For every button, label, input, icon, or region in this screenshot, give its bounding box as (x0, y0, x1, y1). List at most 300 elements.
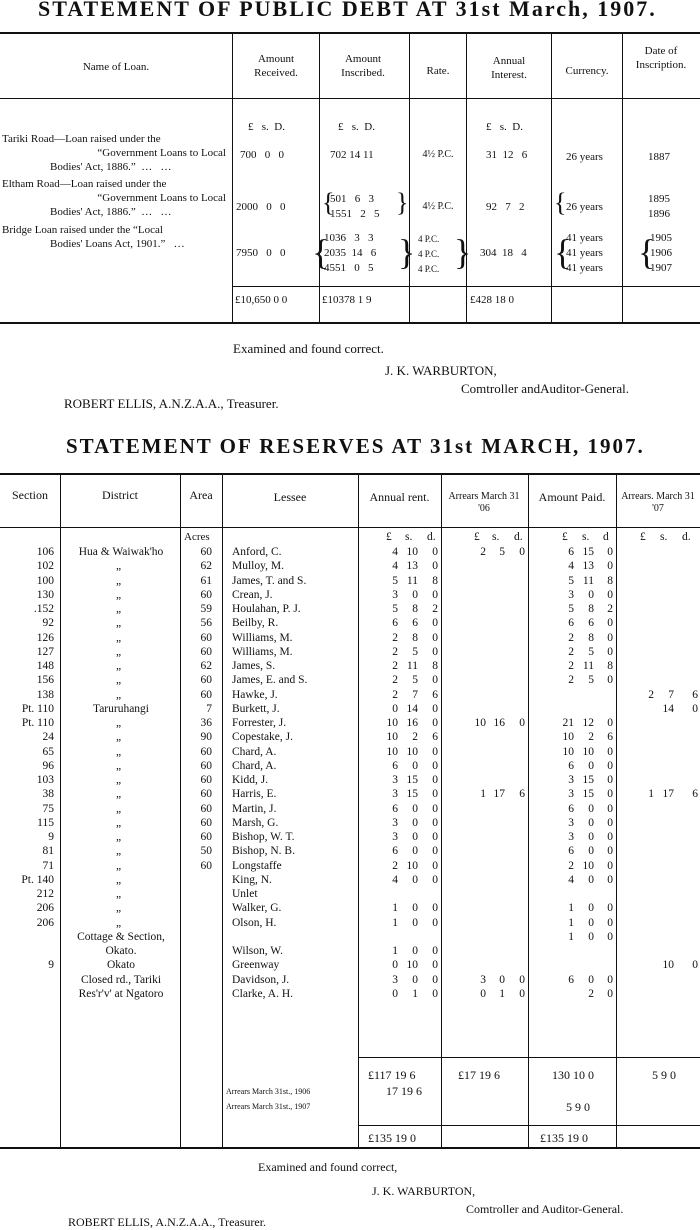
reserves-header-area: Area (189, 488, 213, 502)
loan-date: 1895 1896 (648, 193, 670, 220)
lessee-cell: James, S. (232, 660, 276, 672)
rent-cell: 0 (412, 802, 418, 815)
rent-cell: 10 (406, 745, 418, 758)
loan-rate: 4½ P.C. (422, 201, 454, 212)
arrears07-label: Arrears March 31st., 1907 (226, 1102, 311, 1111)
rent-cell: 0 (432, 546, 438, 558)
paid-cell: 0 (607, 873, 613, 886)
lessee-cell: Bishop, N. B. (232, 845, 295, 858)
rent-cell: 8 (432, 574, 438, 587)
loan-rate: 4½ P.C. (422, 149, 454, 160)
rent-cell: 0 (412, 945, 418, 957)
loan-inscribed: 501 6 3 1551 2 5 (330, 193, 380, 220)
paid-cell: 2 (607, 603, 613, 615)
paid-cell: 8 (607, 574, 613, 587)
district-cell: „ (116, 873, 122, 886)
lessee-cell: James, T. and S. (232, 574, 307, 587)
lessee-cell: Greenway (232, 959, 280, 972)
rent-cell: 2 (392, 674, 398, 687)
paid-cell: 11 (582, 660, 594, 672)
brace-left: { (322, 188, 335, 217)
paid-cell: 2 (568, 631, 574, 644)
lessee-cell: King, N. (232, 873, 272, 886)
table-row (0, 830, 700, 844)
section-cell: 71 (42, 859, 54, 872)
district-cell: „ (116, 802, 122, 815)
district-cell: „ (116, 774, 122, 786)
paid-cell: 6 (607, 731, 613, 744)
arrears07-value: 5 9 0 (566, 1100, 590, 1114)
area-cell: 59 (200, 603, 212, 615)
table-row (0, 673, 700, 687)
district-cell: „ (116, 660, 122, 672)
district-cell: Hua & Waiwak'ho (78, 546, 164, 558)
district-cell: Cottage & Section, (77, 930, 165, 943)
rent-cell: 13 (406, 560, 418, 573)
arrears06-value: 17 19 6 (386, 1084, 422, 1098)
rent-cell: 3 (392, 774, 398, 786)
paid-cell: 0 (607, 802, 613, 815)
paid-cell: 0 (607, 816, 613, 829)
area-cell: 60 (200, 859, 212, 872)
district-cell: Okato. (105, 945, 137, 957)
brace-left: { (554, 188, 567, 217)
paid-cell: 8 (588, 603, 594, 615)
district-cell: „ (116, 788, 122, 801)
area-cell: 50 (200, 845, 212, 858)
lessee-cell: Beilby, R. (232, 617, 279, 630)
area-cell: 60 (200, 774, 212, 786)
paid-cell: 1 (568, 930, 574, 943)
district-cell: „ (116, 759, 122, 772)
paid-cell: 0 (607, 645, 613, 658)
reserves-total-arr06: £17 19 6 (458, 1068, 500, 1082)
rent-cell: 14 (406, 702, 418, 715)
rent-cell: 6 (392, 759, 398, 772)
area-cell: 60 (200, 645, 212, 658)
section-cell: 126 (36, 631, 54, 644)
paid-cell: 0 (607, 916, 613, 929)
reserves-title: STATEMENT OF RESERVES AT 31st MARCH, 1907. (66, 434, 645, 458)
debt-units-received: £ s. D. (248, 121, 285, 133)
table-row (0, 759, 700, 773)
paid-cell: 0 (607, 973, 613, 986)
paid-cell: 0 (607, 902, 613, 915)
lessee-cell: Williams, M. (232, 645, 293, 658)
unit-arr07-pound: £ (640, 531, 646, 543)
section-cell: 9 (48, 959, 54, 972)
table-row (0, 958, 700, 972)
unit-rent-d: d. (427, 531, 436, 543)
arr06-cell: 6 (519, 788, 525, 801)
rent-cell: 3 (392, 831, 398, 843)
rent-cell: 0 (432, 759, 438, 772)
table-row (0, 916, 700, 930)
section-cell: Pt. 140 (21, 873, 54, 886)
rent-cell: 0 (392, 702, 398, 715)
rent-cell: 10 (386, 717, 398, 729)
paid-cell: 6 (568, 845, 574, 858)
section-cell: 148 (36, 660, 54, 672)
reserves-top-rule (0, 473, 700, 475)
reserves-header-lessee: Lessee (273, 490, 307, 504)
paid-cell: 0 (588, 816, 594, 829)
rent-cell: 0 (432, 631, 438, 644)
area-cell: 60 (200, 759, 212, 772)
area-cell: 60 (200, 802, 212, 815)
paid-cell: 0 (607, 788, 613, 801)
paid-cell: 0 (588, 588, 594, 601)
lessee-cell: Olson, H. (232, 916, 277, 929)
paid-cell: 0 (607, 631, 613, 644)
rent-cell: 0 (412, 759, 418, 772)
rent-cell: 0 (432, 617, 438, 630)
area-cell: 60 (200, 788, 212, 801)
section-cell: Pt. 110 (21, 717, 54, 729)
rent-cell: 0 (432, 745, 438, 758)
table-row (0, 588, 700, 602)
arr06-cell: 0 (519, 987, 525, 1000)
arr07-cell: 6 (692, 688, 698, 701)
district-cell: „ (116, 717, 122, 729)
section-cell: 9 (48, 831, 54, 843)
rent-cell: 10 (406, 859, 418, 872)
paid-cell: 2 (568, 859, 574, 872)
paid-cell: 3 (568, 788, 574, 801)
arr06-cell: 16 (493, 717, 505, 729)
rent-cell: 6 (392, 617, 398, 630)
unit-arr06-s: s. (492, 531, 500, 543)
arr06-cell: 1 (480, 788, 486, 801)
unit-arr07-d: d. (682, 531, 691, 543)
loan-date: 1905 1906 1907 (650, 232, 672, 274)
table-row (0, 773, 700, 787)
paid-cell: 15 (582, 774, 594, 786)
section-cell: 127 (36, 645, 54, 658)
paid-cell: 6 (568, 759, 574, 772)
lessee-cell: Chard, A. (232, 759, 277, 772)
lessee-cell: Mulloy, M. (232, 560, 284, 573)
rent-cell: 3 (392, 973, 398, 986)
debt-examined: Examined and found correct. (233, 341, 384, 356)
reserves-header-rent: Annual rent. (369, 490, 430, 504)
district-cell: „ (116, 816, 122, 829)
rent-cell: 6 (432, 688, 438, 701)
area-cell: 60 (200, 631, 212, 644)
rent-cell: 4 (392, 546, 398, 558)
unit-arr06-pound: £ (474, 531, 480, 543)
lessee-cell: James, E. and S. (232, 674, 308, 687)
paid-cell: 6 (568, 546, 574, 558)
section-cell: 212 (36, 888, 54, 900)
rent-cell: 2 (392, 645, 398, 658)
reserves-header-rule (0, 527, 700, 528)
section-cell: 81 (42, 845, 54, 858)
section-cell: 102 (36, 560, 54, 573)
rent-cell: 0 (392, 959, 398, 972)
rent-cell: 0 (392, 987, 398, 1000)
area-cell: 90 (200, 731, 212, 744)
rent-cell: 0 (432, 702, 438, 715)
paid-cell: 0 (607, 617, 613, 630)
unit-arr06-d: d. (514, 531, 523, 543)
paid-cell: 0 (607, 859, 613, 872)
debt-auditor: J. K. WARBURTON, (385, 363, 497, 378)
table-row (0, 730, 700, 744)
arr06-cell: 0 (519, 973, 525, 986)
table-row (0, 545, 700, 559)
section-cell: 75 (42, 802, 54, 815)
paid-cell: 8 (588, 631, 594, 644)
paid-cell: 6 (568, 617, 574, 630)
paid-cell: 3 (568, 774, 574, 786)
paid-cell: 0 (588, 845, 594, 858)
rent-cell: 1 (412, 987, 418, 1000)
rent-cell: 0 (432, 945, 438, 957)
rent-cell: 0 (432, 674, 438, 687)
paid-cell: 0 (607, 674, 613, 687)
rent-cell: 0 (432, 717, 438, 729)
table-row (0, 659, 700, 673)
arr07-cell: 0 (692, 702, 698, 715)
debt-units-interest: £ s. D. (486, 121, 523, 133)
district-cell: „ (116, 617, 122, 630)
paid-cell: 6 (568, 802, 574, 815)
table-row (0, 574, 700, 588)
reserves-treasurer: ROBERT ELLIS, A.N.Z.A.A., Treasurer. (68, 1215, 267, 1229)
unit-paid-pound: £ (562, 531, 568, 543)
rent-cell: 2 (392, 859, 398, 872)
table-row (0, 973, 700, 987)
paid-cell: 11 (582, 574, 594, 587)
section-cell: 156 (36, 674, 54, 687)
brace-right: } (398, 232, 416, 272)
arr07-cell: 2 (648, 688, 654, 701)
section-cell: 206 (36, 902, 54, 915)
paid-cell: 0 (607, 987, 613, 1000)
rent-cell: 0 (412, 902, 418, 915)
reserves-auditor-title: Comtroller and Auditor-General. (466, 1202, 624, 1216)
rent-cell: 3 (392, 816, 398, 829)
paid-cell: 10 (562, 745, 574, 758)
area-cell: 60 (200, 745, 212, 758)
section-cell: 106 (36, 546, 54, 558)
district-cell: Taruruhangi (92, 702, 150, 715)
rent-cell: 8 (432, 660, 438, 672)
rent-cell: 10 (386, 745, 398, 758)
paid-cell: 0 (607, 759, 613, 772)
rent-cell: 0 (412, 588, 418, 601)
debt-title: STATEMENT OF PUBLIC DEBT AT 31st March, 1907. (38, 0, 657, 21)
district-cell: „ (116, 645, 122, 658)
acres-label: Acres (184, 531, 210, 543)
rent-cell: 0 (432, 902, 438, 915)
rent-cell: 0 (432, 987, 438, 1000)
district-cell: „ (116, 745, 122, 758)
arr06-cell: 10 (474, 717, 486, 729)
lessee-cell: Martin, J. (232, 802, 277, 815)
units-row (0, 530, 700, 544)
paid-cell: 0 (607, 745, 613, 758)
table-row (0, 873, 700, 887)
paid-cell: 4 (568, 560, 574, 573)
paid-cell: 2 (568, 674, 574, 687)
lessee-cell: Walker, G. (232, 902, 282, 915)
loan-interest: 304 18 4 (480, 247, 527, 259)
paid-cell: 0 (607, 717, 613, 729)
paid-cell: 12 (582, 717, 594, 729)
loan-rate: 4 P.C. 4 P.C. 4 P.C. (418, 234, 440, 274)
rent-cell: 2 (392, 660, 398, 672)
unit-paid-d: d (603, 531, 609, 543)
district-cell: „ (116, 831, 122, 843)
arr06-cell: 2 (480, 546, 486, 558)
reserves-total-rent: £117 19 6 (368, 1068, 416, 1082)
area-cell: 62 (200, 660, 212, 672)
area-cell: 7 (206, 702, 212, 715)
rent-cell: 0 (432, 816, 438, 829)
paid-cell: 0 (607, 546, 613, 558)
lessee-cell: Davidson, J. (232, 973, 290, 986)
table-row (0, 816, 700, 830)
brace-right: } (396, 188, 409, 217)
reserves-header-district: District (102, 488, 138, 502)
table-row (0, 987, 700, 1001)
table-row (0, 844, 700, 858)
section-cell: 65 (42, 745, 54, 758)
rent-cell: 3 (392, 788, 398, 801)
arr07-cell: 6 (692, 788, 698, 801)
area-cell: 62 (200, 560, 212, 573)
reserves-grand-rent: £135 19 0 (368, 1131, 416, 1145)
rent-cell: 4 (392, 873, 398, 886)
district-cell: „ (116, 688, 122, 701)
arr07-cell: 1 (648, 788, 654, 801)
rent-cell: 10 (406, 546, 418, 558)
paid-cell: 4 (568, 873, 574, 886)
paid-cell: 6 (588, 617, 594, 630)
paid-cell: 5 (588, 674, 594, 687)
arr07-cell: 0 (692, 959, 698, 972)
paid-cell: 3 (568, 831, 574, 843)
rent-cell: 16 (406, 717, 418, 729)
debt-bottom-rule (0, 322, 700, 324)
section-cell: 206 (36, 916, 54, 929)
area-cell: 36 (200, 717, 212, 729)
debt-header-currency: Currency. (565, 65, 609, 77)
paid-cell: 5 (588, 645, 594, 658)
reserves-total-rule (358, 1057, 700, 1058)
unit-arr07-s: s. (660, 531, 668, 543)
paid-cell: 0 (588, 759, 594, 772)
section-cell: 100 (36, 574, 54, 587)
paid-cell: 2 (588, 731, 594, 744)
section-cell: 96 (42, 759, 54, 772)
rent-cell: 0 (432, 774, 438, 786)
rent-cell: 2 (432, 603, 438, 615)
rent-cell: 0 (432, 831, 438, 843)
table-row (0, 702, 700, 716)
district-cell: „ (116, 902, 122, 915)
paid-cell: 5 (568, 603, 574, 615)
district-cell: Res'r'v' at Ngatoro (78, 987, 164, 1000)
table-row (0, 901, 700, 915)
loan-name: Bridge Loan raised under the “Local Bodies' Loans Act, 1901.” … (2, 224, 185, 250)
lessee-cell: Williams, M. (232, 631, 293, 644)
table-row (0, 688, 700, 702)
paid-cell: 1 (568, 916, 574, 929)
rent-cell: 0 (412, 831, 418, 843)
paid-cell: 0 (588, 916, 594, 929)
brace-left: { (312, 232, 330, 272)
loan-interest: 31 12 6 (486, 149, 528, 161)
rent-cell: 6 (432, 731, 438, 744)
district-cell: „ (116, 916, 122, 929)
paid-cell: 13 (582, 560, 594, 573)
paid-cell: 10 (562, 731, 574, 744)
lessee-cell: Anford, C. (232, 546, 282, 558)
arr07-cell: 10 (662, 959, 674, 972)
rent-cell: 1 (392, 902, 398, 915)
lessee-cell: Crean, J. (232, 588, 273, 601)
loan-received: 7950 0 0 (236, 247, 286, 259)
reserves-header-paid: Amount Paid. (538, 490, 606, 504)
reserves-header-arrears07: Arrears. March 31 '07 (621, 491, 695, 514)
rent-cell: 4 (392, 560, 398, 573)
rent-cell: 8 (412, 631, 418, 644)
paid-cell: 0 (588, 930, 594, 943)
arr06-cell: 0 (519, 546, 525, 558)
rent-cell: 0 (432, 845, 438, 858)
district-cell: „ (116, 674, 122, 687)
paid-cell: 2 (588, 987, 594, 1000)
rent-cell: 6 (392, 845, 398, 858)
area-cell: 60 (200, 546, 212, 558)
rent-cell: 3 (392, 588, 398, 601)
paid-cell: 3 (568, 588, 574, 601)
rent-cell: 10 (386, 731, 398, 744)
area-cell: 60 (200, 831, 212, 843)
district-cell: „ (116, 631, 122, 644)
unit-paid-s: s. (582, 531, 590, 543)
section-cell: 130 (36, 588, 54, 601)
loan-currency: 26 years (566, 201, 603, 213)
district-cell: Closed rd., Tariki (80, 973, 162, 986)
paid-cell: 3 (568, 816, 574, 829)
lessee-cell: Harris, E. (232, 788, 277, 801)
reserves-total-paid: 130 10 0 (552, 1068, 594, 1082)
rent-cell: 0 (412, 916, 418, 929)
arr06-cell: 1 (499, 987, 505, 1000)
reserves-grand-paid: £135 19 0 (540, 1131, 588, 1145)
reserves-grand-rule (358, 1125, 700, 1126)
area-cell: 60 (200, 674, 212, 687)
arr06-cell: 3 (480, 973, 486, 986)
table-row (0, 645, 700, 659)
rent-cell: 0 (432, 859, 438, 872)
paid-cell: 0 (588, 873, 594, 886)
paid-cell: 0 (588, 973, 594, 986)
table-row (0, 631, 700, 645)
lessee-cell: Burkett, J. (232, 702, 280, 715)
arr06-cell: 0 (499, 973, 505, 986)
rent-cell: 2 (392, 631, 398, 644)
district-cell: „ (116, 888, 122, 900)
rent-cell: 0 (432, 645, 438, 658)
loan-received: 2000 0 0 (236, 201, 286, 213)
loan-interest: 92 7 2 (486, 201, 525, 213)
section-cell: .152 (33, 603, 54, 615)
